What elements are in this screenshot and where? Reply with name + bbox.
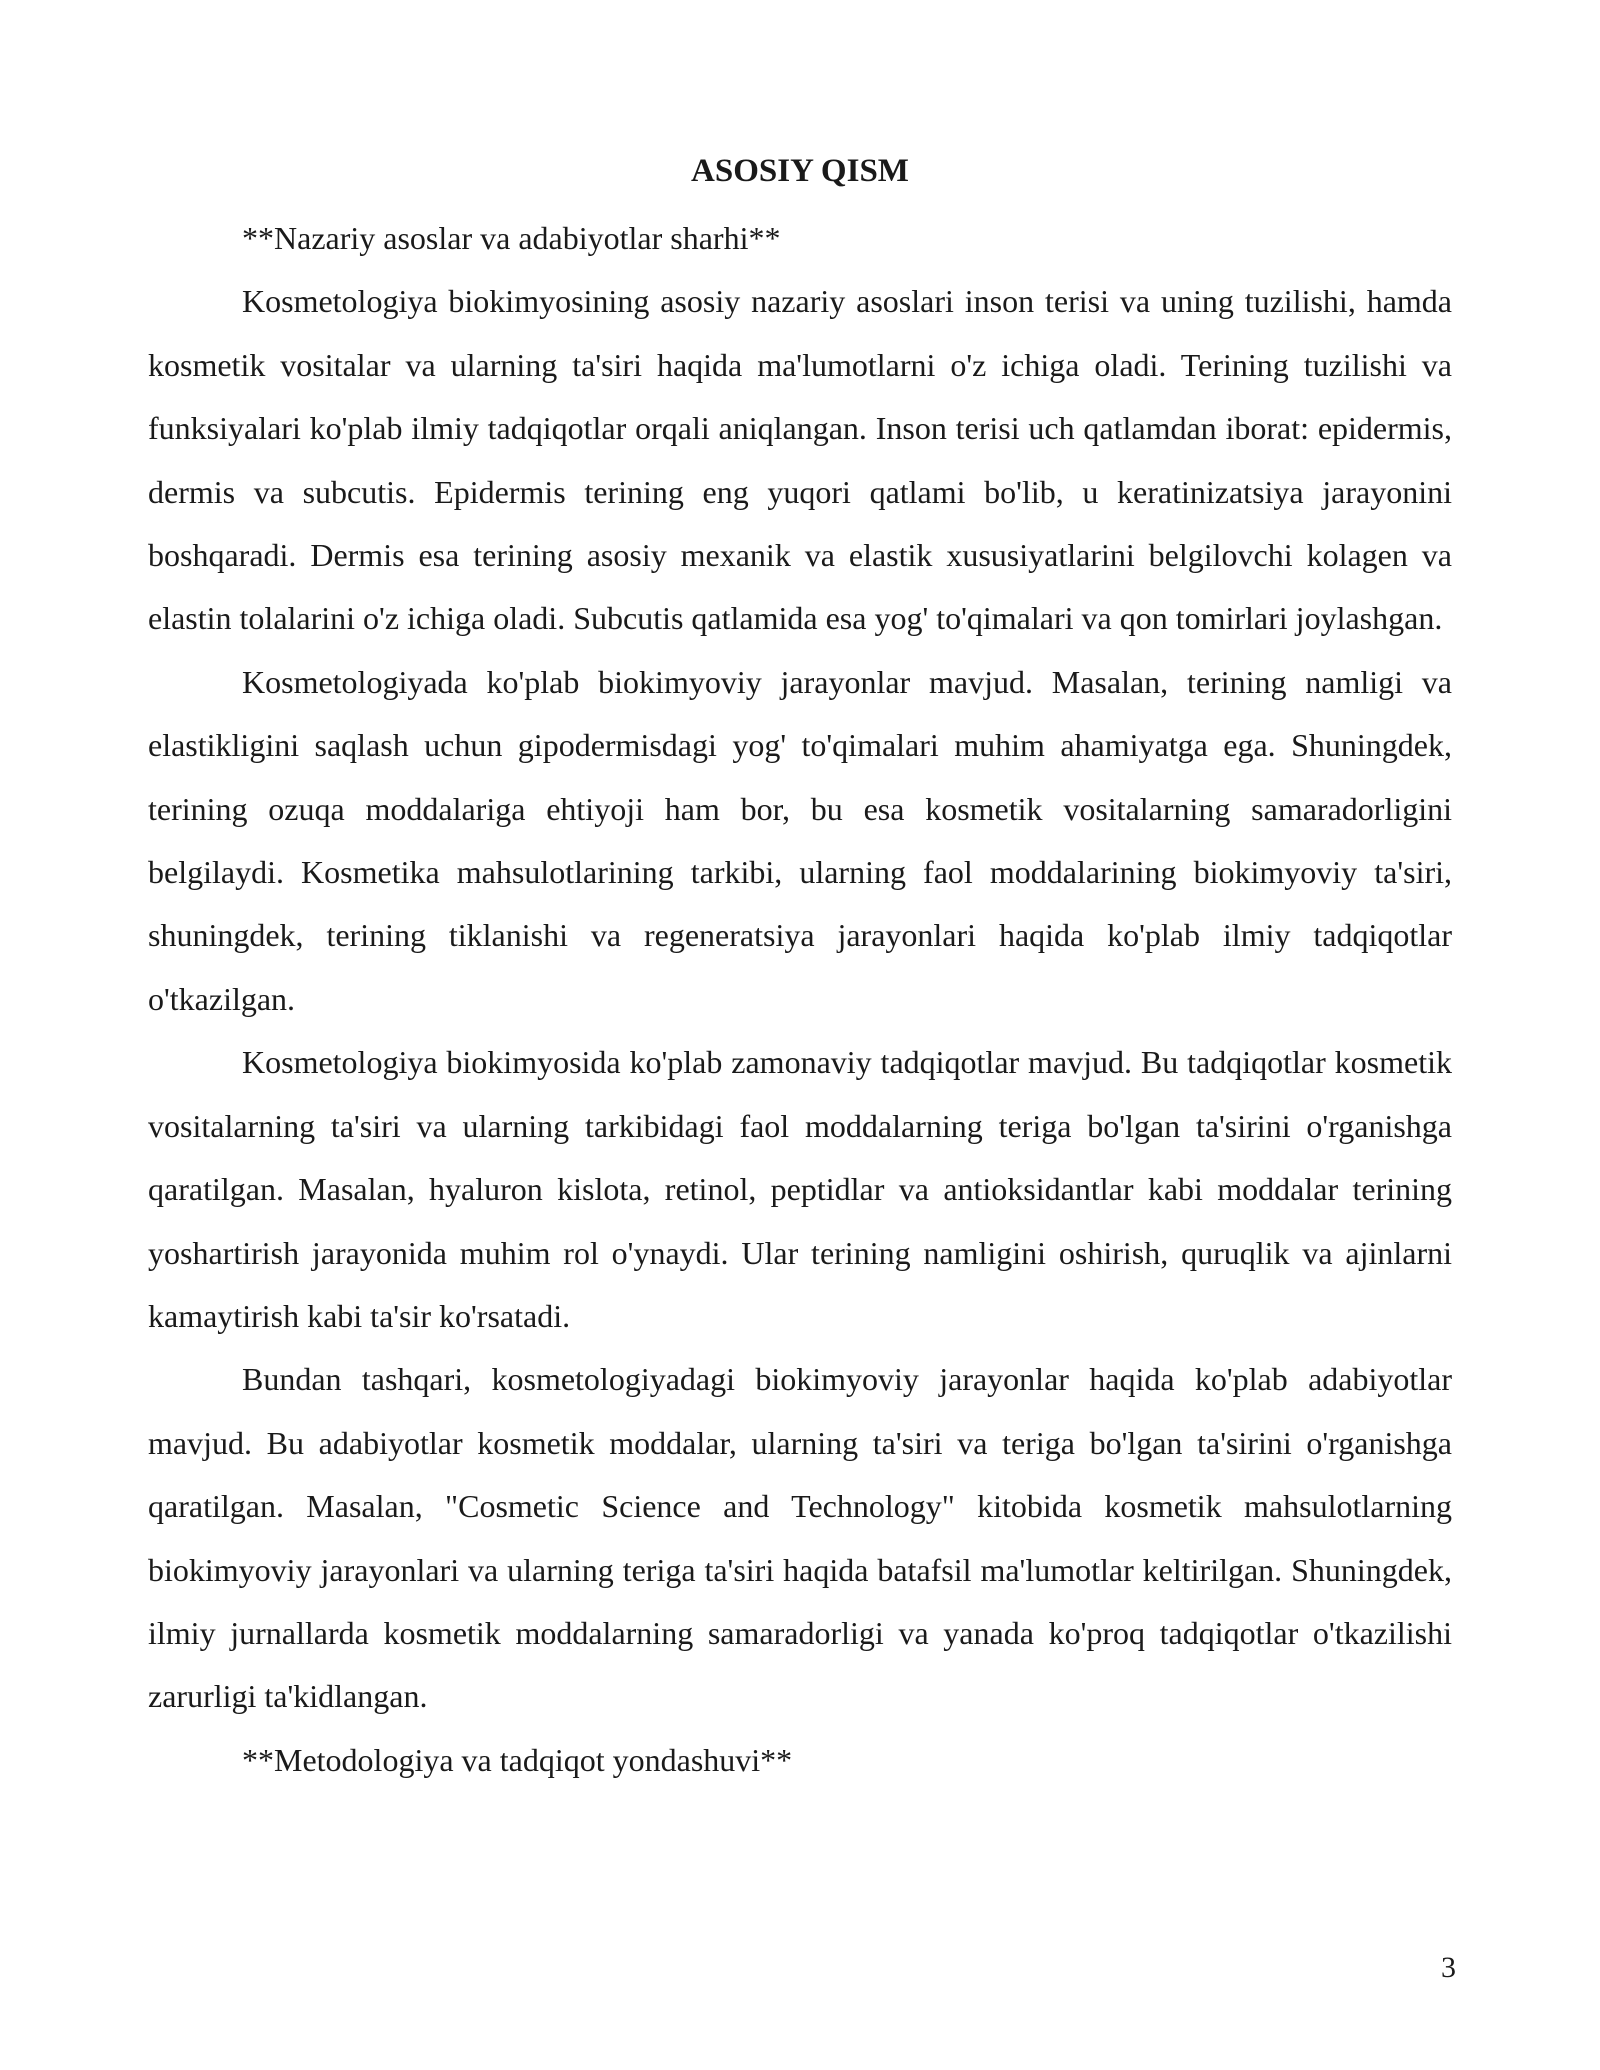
section-heading-methodology: **Metodologiya va tadqiqot yondashuvi** <box>242 1741 793 1778</box>
body-paragraph: Kosmetologiya biokimyosining asosiy nazariy asoslari inson terisi va uning tuzilishi, hamda kosmetik vositalar va ularning ta'siri haqida ma'lumotlarni o'z ichiga oladi. Terining tuzilishi va funksiyalari ko'plab ilmiy tadqiqotlar orqali aniqlangan. Inson terisi uch qatlamdan iborat: epidermis, dermis va subcutis. Epidermis terining eng yuqori qatlami bo'lib, u keratinizatsiya jarayonini boshqaradi. Dermis esa terining asosiy mexanik va elastik xususiyatlarini belgilovchi kolagen va elastin tolalarini o'z ichiga oladi. Subcutis qatlamida esa yog' to'qimalari va qon tomirlari joylashgan. <box>148 283 1452 637</box>
body-paragraph: Bundan tashqari, kosmetologiyadagi biokimyoviy jarayonlar haqida ko'plab adabiyotlar mavjud. Bu adabiyotlar kosmetik moddalar, ularning ta'siri va teriga bo'lgan ta'sirini o'rganishga qaratilgan. Masalan, "Cosmetic Science and Technology" kitobida kosmetik mahsulotlarning biokimyoviy jarayonlari va ularning teriga ta'siri haqida batafsil ma'lumotlar keltirilgan. Shuningdek, ilmiy jurnallarda kosmetik moddalarning samaradorligi va yanada ko'proq tadqiqotlar o'tkazilishi zarurligi ta'kidlangan. <box>148 1361 1452 1715</box>
page-title: ASOSIY QISM <box>691 153 909 189</box>
body-paragraph: Kosmetologiyada ko'plab biokimyoviy jarayonlar mavjud. Masalan, terining namligi va elastikligini saqlash uchun gipodermisdagi yog' to'qimalari muhim ahamiyatga ega. Shuningdek, terining ozuqa moddalariga ehtiyoji ham bor, bu esa kosmetik vositalarning samaradorligini belgilaydi. Kosmetika mahsulotlarining tarkibi, ularning faol moddalarining biokimyoviy ta'siri, shuningdek, terining tiklanishi va regeneratsiya jarayonlari haqida ko'plab ilmiy tadqiqotlar o'tkazilgan. <box>148 663 1452 1017</box>
body-paragraph: Kosmetologiya biokimyosida ko'plab zamonaviy tadqiqotlar mavjud. Bu tadqiqotlar kosmetik vositalarning ta'siri va ularning tarkibidagi faol moddalarning teriga bo'lgan ta'sirini o'rganishga qaratilgan. Masalan, hyaluron kislota, retinol, peptidlar va antioksidantlar kabi moddalar terining yoshartirish jarayonida muhim rol o'ynaydi. Ular terining namligini oshirish, quruqlik va ajinlarni kamaytirish kabi ta'sir ko'rsatadi. <box>148 1044 1452 1334</box>
page-number: 3 <box>1441 1951 1456 1984</box>
page-content <box>148 144 1452 1792</box>
section-heading-literature-review: **Nazariy asoslar va adabiyotlar sharhi** <box>242 220 781 256</box>
